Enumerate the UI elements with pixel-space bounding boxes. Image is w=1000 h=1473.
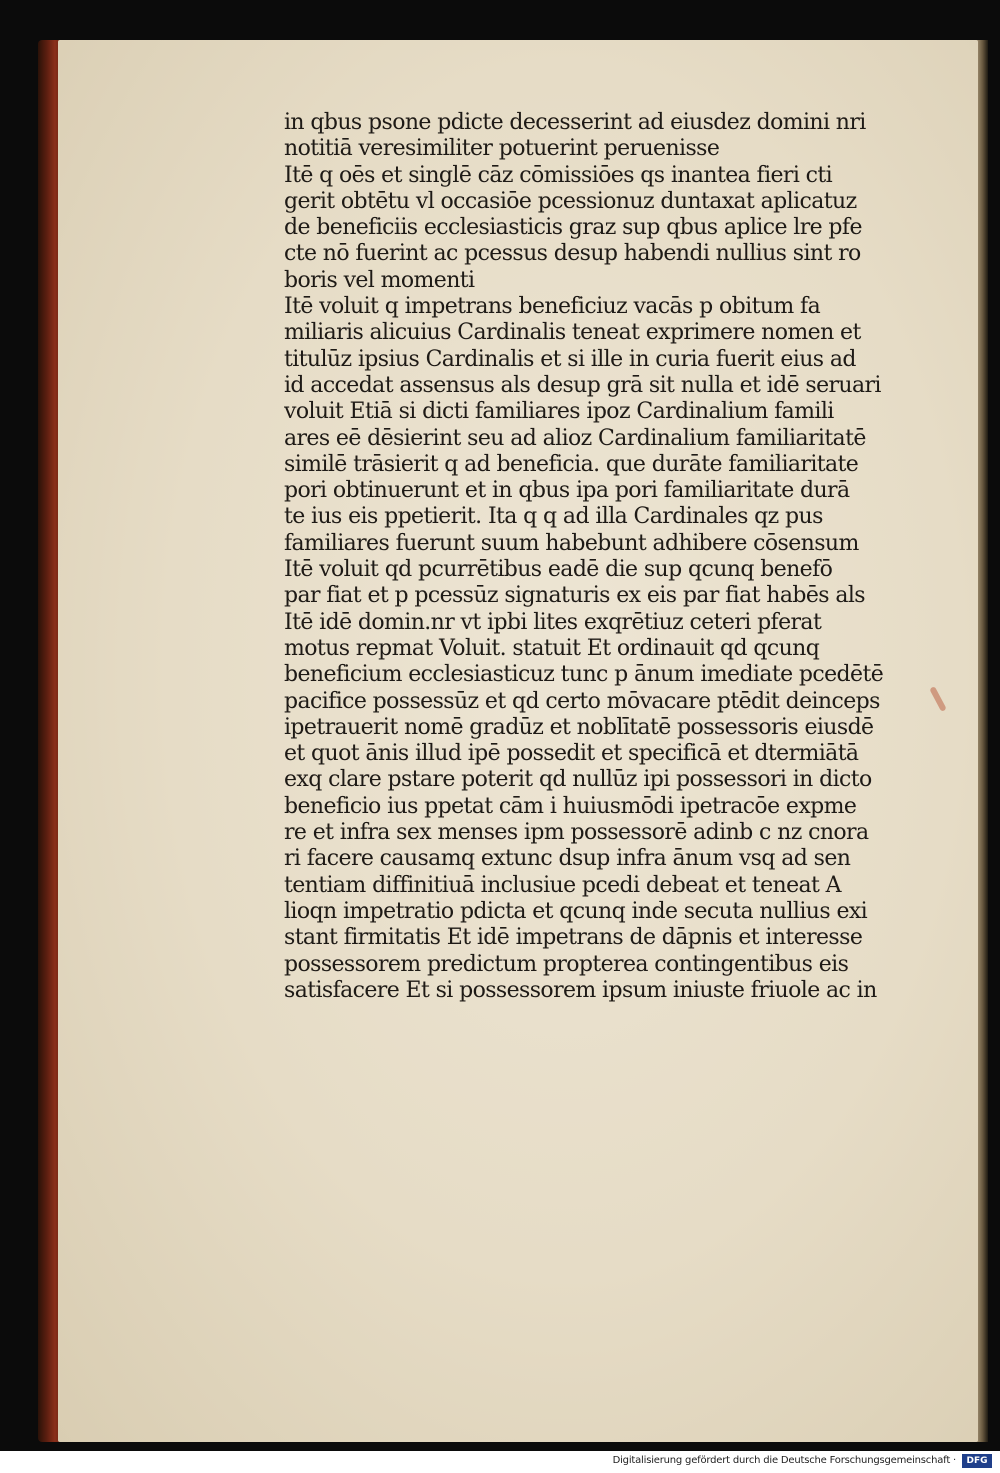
text-line: miliaris alicuius Cardinalis teneat exprimere nomen et xyxy=(284,320,861,346)
text-line: et quot ānis illud ipē possedit et specificā et dtermiātā xyxy=(284,741,859,767)
text-line: pacifice possessūz et qd certo mōvacare ptēdit deinceps xyxy=(284,688,880,714)
text-line: similē trāsierit q ad beneficia. que durāte familiaritate xyxy=(284,451,859,477)
text-line: Itē q oēs et singlē cāz cōmissiōes qs inantea fieri cti xyxy=(284,162,833,188)
text-line: voluit Etiā si dicti familiares ipoz Cardinalium famili xyxy=(284,399,834,425)
text-line: beneficium ecclesiasticuz tunc p ānum imediate pcedētē xyxy=(284,662,884,688)
text-line: de beneficiis ecclesiasticis graz sup qbus aplice lre pfe xyxy=(284,215,862,241)
text-block xyxy=(284,110,924,1004)
text-line: stant firmitatis Et idē impetrans de dāpnis et interesse xyxy=(284,925,863,951)
text-line: tentiam diffinitiuā inclusiue pcedi debeat et teneat A xyxy=(284,872,841,898)
text-line: lioqn impetratio pdicta et qcunq inde secuta nullius exi xyxy=(284,898,868,924)
text-line: Itē voluit q impetrans beneficiuz vacās p obitum fa xyxy=(284,294,821,320)
text-line: ri facere causamq extunc dsup infra ānum vsq ad sen xyxy=(284,846,851,872)
text-line: beneficio ius ppetat cām i huiusmōdi ipetracōe expme xyxy=(284,793,857,819)
text-line: titulūz ipsius Cardinalis et si ille in curia fuerit eius ad xyxy=(284,346,856,372)
text-line: ipetrauerit nomē gradūz et noblītatē possessoris eiusdē xyxy=(284,714,874,740)
text-line: gerit obtētu vl occasiōe pcessionuz duntaxat aplicatuz xyxy=(284,188,857,214)
text-line: possessorem predictum propterea contingentibus eis xyxy=(284,951,849,977)
text-line: te ius eis ppetierit. Ita q q ad illa Cardinales qz pus xyxy=(284,504,823,530)
text-line: satisfacere Et si possessorem ipsum iniuste friuole ac in xyxy=(284,977,877,1003)
text-line: notitiā veresimiliter potuerint peruenisse xyxy=(284,136,720,162)
text-line: re et infra sex menses ipm possessorē adinb c nz cnora xyxy=(284,820,869,846)
text-line: motus repmat Voluit. statuit Et ordinauit qd qcunq xyxy=(284,635,820,661)
text-line: Itē voluit qd pcurrētibus eadē die sup qcunq benefō xyxy=(284,557,833,583)
text-line: par fiat et p pcessūz signaturis ex eis par fiat habēs als xyxy=(284,583,865,609)
text-line: cte nō fuerint ac pcessus desup habendi nullius sint ro xyxy=(284,241,861,267)
text-line: pori obtinuerunt et in qbus ipa pori familiaritate durā xyxy=(284,478,850,504)
text-line: in qbus psone pdicte decesserint ad eiusdez domini nri xyxy=(284,110,866,135)
text-line: exq clare pstare poterit qd nullūz ipi possessori in dicto xyxy=(284,767,872,793)
text-line: ares eē dēsierint seu ad alioz Cardinalium familiaritatē xyxy=(284,425,866,451)
text-line: boris vel momenti xyxy=(284,267,475,293)
text-line: familiares fuerunt suum habebunt adhibere cōsensum xyxy=(284,530,859,556)
text-line: id accedat assensus als desup grā sit nulla et idē seruari xyxy=(284,372,881,398)
text-line: Itē idē domin.nr vt ipbi lites exqrētiuz ceteri pferat xyxy=(284,609,822,635)
footer-credit: Digitalisierung gefördert durch die Deutsche Forschungsgemeinschaft · xyxy=(612,1455,956,1466)
dfg-logo-icon: DFG xyxy=(962,1454,992,1468)
